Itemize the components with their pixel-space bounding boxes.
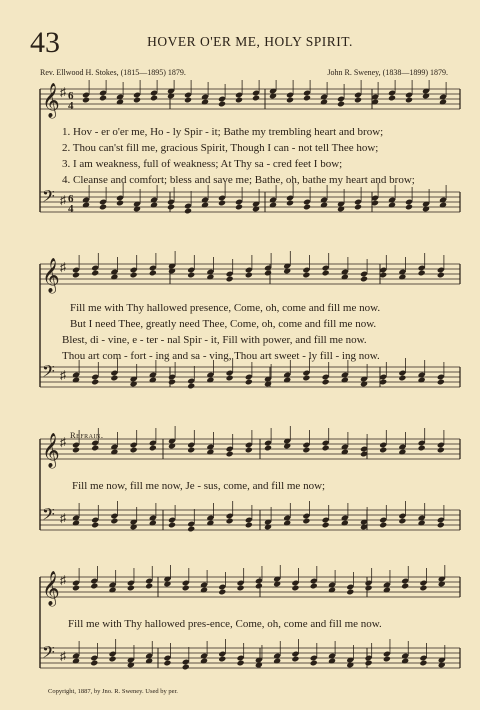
note-icon	[302, 375, 310, 382]
key-signature-sharp-icon: ♯	[60, 85, 66, 99]
note-icon	[310, 583, 318, 590]
bass-staff	[40, 358, 460, 389]
note-icon	[354, 204, 362, 211]
note-icon	[167, 204, 175, 211]
bass-clef-icon: 𝄢	[42, 642, 55, 666]
note-icon	[245, 522, 253, 529]
note-icon	[226, 451, 234, 458]
note-icon	[379, 447, 387, 454]
note-icon	[418, 445, 426, 452]
note-icon	[346, 589, 354, 596]
note-icon	[365, 660, 373, 667]
note-icon	[237, 660, 245, 667]
note-icon	[110, 518, 118, 525]
note-icon	[130, 272, 138, 279]
note-icon	[150, 95, 158, 102]
verse-3-line-2: Blest, di - vine, e - ter - nal Spir - it, Fill with power, and fill me now.	[62, 334, 367, 346]
note-icon	[322, 445, 330, 452]
note-icon	[168, 522, 176, 529]
note-icon	[286, 97, 294, 104]
note-icon	[72, 447, 80, 454]
bass-staff	[40, 639, 460, 670]
key-signature-sharp-icon: ♯	[60, 368, 66, 382]
note-icon	[303, 95, 311, 102]
note-icon	[419, 585, 427, 592]
bass-clef-icon: 𝄢	[42, 504, 55, 528]
key-signature-sharp-icon: ♯	[60, 193, 66, 207]
note-icon	[72, 272, 80, 279]
time-signature-top: 6	[68, 193, 74, 205]
note-icon	[405, 204, 413, 211]
refrain-line-1: Fill me now, fill me now, Je - sus, come, and fill me now;	[72, 480, 326, 492]
music-system-4	[0, 565, 480, 685]
treble-staff	[40, 251, 460, 294]
note-icon	[109, 656, 117, 663]
note-icon	[398, 518, 406, 525]
bass-clef-icon: 𝄢	[42, 361, 55, 385]
note-icon	[235, 97, 243, 104]
note-icon	[226, 375, 234, 382]
note-icon	[187, 272, 195, 279]
note-icon	[226, 276, 234, 283]
note-icon	[379, 522, 387, 529]
refrain-label: Refrain.	[70, 430, 104, 440]
time-signature-bottom: 4	[68, 100, 74, 112]
author-credit: Rev. Ellwood H. Stokes, (1815—1895) 1879.	[40, 68, 186, 77]
note-icon	[398, 375, 406, 382]
note-icon	[163, 660, 171, 667]
note-icon	[303, 204, 311, 211]
music-system-1	[0, 80, 480, 230]
note-icon	[322, 522, 330, 529]
treble-clef-icon: 𝄞	[42, 433, 60, 468]
note-icon	[302, 518, 310, 525]
note-icon	[91, 270, 99, 277]
note-icon	[99, 204, 107, 211]
note-icon	[91, 379, 99, 386]
note-icon	[252, 95, 260, 102]
hymn-title: HOVER O'ER ME, HOLY SPIRIT.	[147, 34, 353, 49]
treble-clef-icon: 𝄞	[42, 571, 60, 606]
note-icon	[360, 276, 368, 283]
note-icon	[187, 383, 195, 390]
note-icon	[388, 95, 396, 102]
note-icon	[99, 95, 107, 102]
note-icon	[291, 656, 299, 663]
music-system-3	[0, 420, 480, 550]
music-system-2	[0, 250, 480, 400]
note-icon	[286, 200, 294, 207]
refrain-line-2: Fill me with Thy hallowed pres-ence, Come, oh, come and fill me now.	[68, 618, 382, 630]
composer-credit: John R. Sweney, (1838—1899) 1879.	[327, 68, 448, 77]
note-icon	[419, 660, 427, 667]
note-icon	[322, 379, 330, 386]
note-icon	[264, 270, 272, 277]
note-icon	[245, 447, 253, 454]
treble-clef-icon: 𝄞	[42, 258, 60, 293]
key-signature-sharp-icon: ♯	[60, 435, 66, 449]
key-signature-sharp-icon: ♯	[60, 260, 66, 274]
note-icon	[184, 97, 192, 104]
note-icon	[235, 204, 243, 211]
note-icon	[383, 656, 391, 663]
note-icon	[437, 447, 445, 454]
note-icon	[90, 660, 98, 667]
note-icon	[226, 518, 234, 525]
note-icon	[182, 664, 190, 671]
note-icon	[264, 445, 272, 452]
copyright-notice: Copyright, 1887, by Jno. R. Sweney. Used by per.	[48, 688, 178, 695]
key-signature-sharp-icon: ♯	[60, 511, 66, 525]
note-icon	[302, 272, 310, 279]
note-icon	[405, 97, 413, 104]
hymn-number: 43	[30, 26, 60, 59]
note-icon	[437, 522, 445, 529]
note-icon	[245, 379, 253, 386]
note-icon	[149, 270, 157, 277]
verse-3-line-1: 3. I am weakness, full of weakness; At Thy sa - cred feet I bow;	[62, 158, 343, 170]
note-icon	[218, 101, 226, 108]
verse-1-line-1: 1. Hov - er o'er me, Ho - ly Spir - it; Bathe my trembling heart and brow;	[62, 126, 384, 138]
treble-staff	[40, 565, 460, 607]
note-icon	[187, 447, 195, 454]
note-icon	[418, 270, 426, 277]
note-icon	[110, 375, 118, 382]
note-icon	[218, 656, 226, 663]
note-icon	[255, 583, 263, 590]
staff-graphic	[0, 80, 480, 230]
note-icon	[149, 445, 157, 452]
note-icon	[130, 447, 138, 454]
note-icon	[218, 589, 226, 596]
bass-clef-icon: 𝄢	[42, 186, 55, 210]
note-icon	[437, 272, 445, 279]
note-icon	[187, 526, 195, 533]
note-icon	[322, 270, 330, 277]
note-icon	[91, 522, 99, 529]
verse-2-line-2: But I need Thee, greatly need Thee, Come, oh, come and fill me now.	[70, 318, 377, 330]
note-icon	[82, 97, 90, 104]
verse-4-line-2: Thou art com - fort - ing and sa - ving, Thou art sweet - ly fill - ing now.	[62, 350, 380, 362]
note-icon	[72, 585, 80, 592]
treble-clef-icon: 𝄞	[42, 83, 60, 118]
note-icon	[337, 101, 345, 108]
note-icon	[182, 585, 190, 592]
bass-staff	[40, 501, 460, 532]
note-icon	[90, 583, 98, 590]
treble-staff	[40, 80, 460, 119]
note-icon	[133, 97, 141, 104]
time-signature-top: 6	[68, 90, 74, 102]
note-icon	[302, 447, 310, 454]
treble-staff	[40, 426, 460, 469]
verse-1-line-2: Fill me with Thy hallowed presence, Come, oh, come and fill me now.	[70, 302, 381, 314]
note-icon	[310, 660, 318, 667]
note-icon	[91, 445, 99, 452]
verse-2-line-1: 2. Thou can'st fill me, gracious Spirit, Though I can - not tell Thee how;	[62, 142, 379, 154]
note-icon	[168, 379, 176, 386]
note-icon	[401, 583, 409, 590]
key-signature-sharp-icon: ♯	[60, 573, 66, 587]
time-signature-bottom: 4	[68, 203, 74, 215]
verse-4-line-1: 4. Cleanse and comfort; bless and save me; Bathe, oh, bathe my heart and brow;	[62, 174, 415, 186]
bass-staff	[40, 183, 460, 215]
key-signature-sharp-icon: ♯	[60, 649, 66, 663]
note-icon	[145, 583, 153, 590]
note-icon	[291, 585, 299, 592]
note-icon	[365, 585, 373, 592]
note-icon	[437, 379, 445, 386]
note-icon	[218, 200, 226, 207]
note-icon	[116, 200, 124, 207]
note-icon	[184, 208, 192, 215]
note-icon	[127, 585, 135, 592]
note-icon	[354, 97, 362, 104]
note-icon	[237, 585, 245, 592]
note-icon	[245, 272, 253, 279]
